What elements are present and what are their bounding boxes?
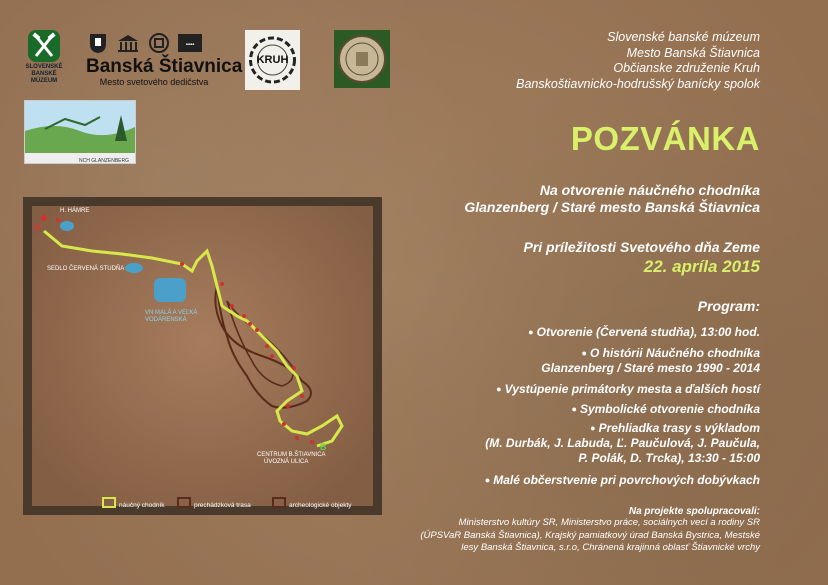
credits-heading: Na projekte spolupracovali:: [628, 506, 760, 517]
map-end-marker: B: [320, 442, 327, 452]
heritage-text-icon: [178, 32, 202, 54]
organizer-1: Slovenské banské múzeum: [607, 30, 760, 44]
occasion-event: Pri príležitosti Svetového dňa Zeme: [523, 239, 760, 255]
program-label: Program:: [697, 298, 760, 314]
map-label-centrum-2: ÚVOZNÁ ULICA: [264, 459, 309, 465]
program-item-text: (M. Durbák, J. Labuda, Ľ. Paučulová, J. Paučula,: [485, 436, 760, 450]
map-label-sedlo: SEDLO ČERVENÁ STUDŇA: [47, 266, 125, 272]
trail-map: [23, 197, 382, 515]
invitation-title: POZVÁNKA: [570, 120, 760, 157]
legend-walk-swatch: [177, 497, 191, 508]
occasion-line-2: Glanzenberg / Staré mesto Banská Štiavnica: [464, 199, 760, 215]
program-item-text: O histórii Náučného chodníka: [589, 346, 760, 360]
map-drawing: [32, 206, 373, 506]
occasion-text: [464, 182, 760, 216]
legend-objects-swatch: [272, 497, 286, 508]
trail-route: [44, 231, 342, 446]
program-item-text: P. Polák, D. Trcka), 13:30 - 15:00: [578, 451, 760, 465]
credits-line-2: (ÚPSVaR Banská Štiavnica), Krajský pamiatkový úrad Banská Bystrica, Mestské: [420, 529, 760, 541]
mining-society-logo: [334, 30, 390, 88]
map-area: [32, 206, 373, 509]
museum-logo: [24, 30, 64, 92]
bullet-icon: ●: [496, 384, 502, 394]
program-item-2: [541, 346, 760, 376]
legend-trail-label: náučný chodník: [119, 502, 165, 509]
credits-line-1: Ministerstvo kultúry SR, Ministerstvo práce, sociálnych vecí a rodiny SR: [458, 517, 760, 528]
bullet-icon: ●: [484, 475, 491, 485]
program-item-text: Vystúpenie primátorky mesta a ďalších hostí: [504, 382, 760, 396]
seal-icon: [334, 30, 390, 88]
organizer-4: Banskoštiavnicko-hodrušský banícky spolok: [516, 76, 760, 91]
program-item-text: Glanzenberg / Staré mesto 1990 - 2014: [541, 361, 760, 375]
organizers-list: [516, 30, 760, 92]
trail-logo: [24, 100, 136, 164]
legend-walk-label: prechádzková trasa: [194, 502, 251, 509]
bullet-icon: ●: [590, 423, 596, 433]
trail-logo-text: NCH GLANZENBERG: [78, 158, 129, 164]
map-label-hamre: H. HÁMRE: [60, 208, 90, 214]
town-name: Banská Štiavnica: [86, 56, 243, 77]
bullet-icon: ●: [581, 348, 587, 358]
unesco-icon: [116, 33, 140, 53]
pond-sedlo: [125, 263, 143, 273]
reservoir: [154, 278, 186, 302]
svg-text:▪▪▪▪: ▪▪▪▪: [185, 42, 195, 48]
legend-objects-label: archeologické objekty: [289, 502, 352, 509]
bullet-icon: ●: [571, 404, 577, 414]
credits-line-3: lesy Banská Štiavnica, s.r.o, Chránená krajinná oblasť Štiavnické vrchy: [461, 542, 760, 553]
program-item-3: [496, 382, 760, 397]
program-item-5: [485, 421, 760, 466]
legend-trail: [102, 497, 165, 509]
credits: [420, 506, 760, 555]
organizer-3: Občianske združenie Kruh: [613, 61, 760, 75]
program-item-text: Otvorenie (Červená studňa), 13:00 hod.: [536, 325, 760, 339]
organizer-2: Mesto Banská Štiavnica: [626, 45, 760, 60]
pond-hamre: [60, 221, 74, 231]
program-item-text: Prehliadka trasy s výkladom: [598, 421, 760, 435]
event-date: 22. apríla 2015: [643, 257, 760, 276]
town-subtitle: Mesto svetového dedičstva: [99, 77, 209, 87]
program-item-1: [528, 325, 760, 340]
occasion-line-1: Na otvorenie náučného chodníka: [539, 182, 760, 198]
bullet-icon: ●: [528, 327, 534, 337]
kruh-logo-text: KRUH: [256, 54, 289, 66]
program-item-text: Symbolické otvorenie chodníka: [579, 402, 760, 416]
map-start-marker: A: [34, 222, 41, 232]
trail-map-icon: [25, 101, 135, 153]
map-label-centrum-1: CENTRUM B.ŠTIAVNICA: [257, 452, 326, 458]
museum-logo-text: SLOVENSKÉ BANSKÉ MÚZEUM: [25, 64, 63, 84]
program-item-text: Malé občerstvenie pri povrchových dobývkach: [493, 473, 760, 487]
kruh-logo: [245, 30, 300, 90]
program-item-4: [572, 402, 761, 417]
crossed-hammers-icon: [28, 30, 60, 62]
legend-trail-swatch: [102, 497, 116, 508]
map-label-vn-2: VODÁRENSKÁ: [145, 317, 187, 323]
legend-walk: [177, 497, 251, 509]
legend-objects: [272, 497, 352, 509]
world-heritage-icon: [148, 32, 170, 54]
coat-of-arms-icon: [88, 32, 108, 54]
town-logo: [86, 32, 243, 87]
museum-emblem-icon: [28, 30, 60, 62]
map-label-vn-1: VN MALÁ A VEĽKÁ: [145, 310, 198, 316]
program-item-6: [485, 473, 760, 488]
